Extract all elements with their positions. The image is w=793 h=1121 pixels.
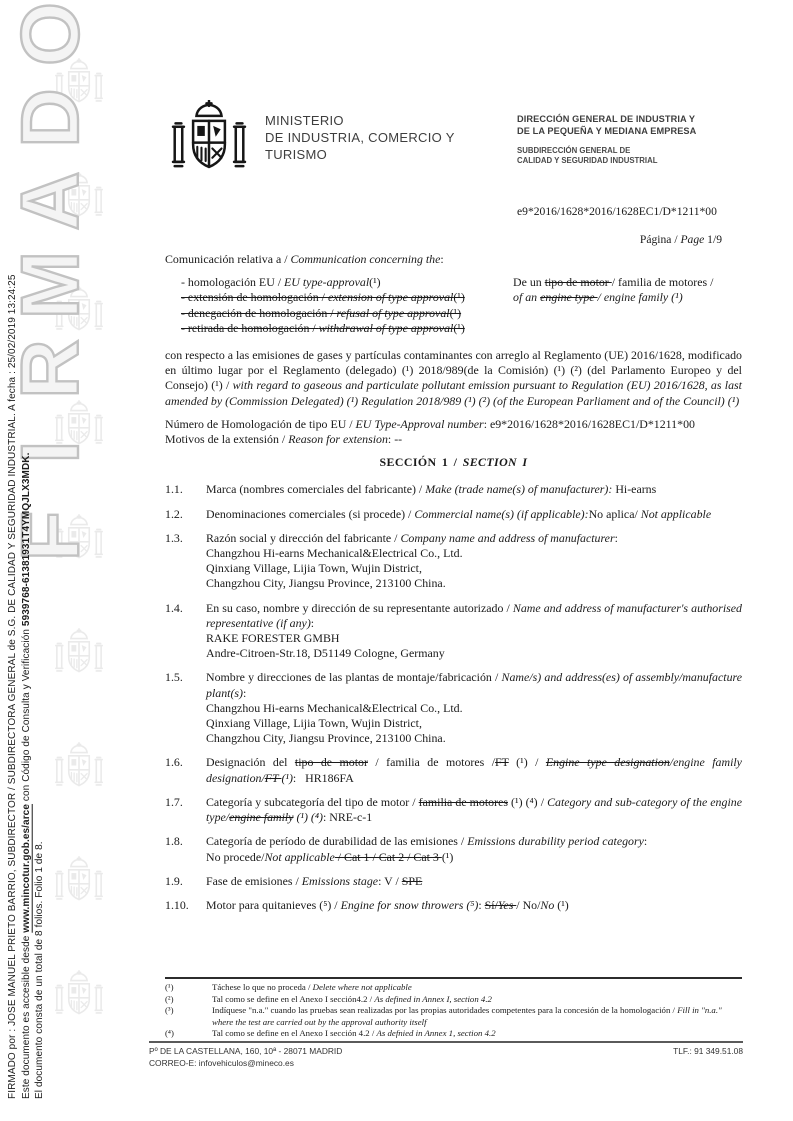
coat-of-arms-watermark-icon	[52, 836, 106, 936]
communication-option-1: - homologación EU / EU type-approval(¹)	[181, 275, 381, 290]
footnote-text: Táchese lo que no proceda / Delete where not applicable	[212, 982, 412, 993]
item-number: 1.10.	[165, 897, 189, 912]
signature-line-2: Este documento es accesible desde www.mincotur.gob.es/arce con Código de Consulta y Verificación 5939768-61381931T4YMQJLX3MDK.	[20, 452, 32, 1099]
footnote-1	[165, 982, 742, 994]
item-text: Fase de emisiones / Emissions stage: V / SPE	[206, 873, 423, 888]
signature-line-1: FIRMADO por : JOSE MANUEL PRIETO BARRIO, SUBDIRECTOR / SUBDIRECTORA GENERAL de S.G. DE CALIDAD Y SEGURIDAD INDUSTRIAL. A fecha : 25/02/2019 13:24:25	[7, 274, 18, 1099]
item-number: 1.1.	[165, 482, 183, 497]
item-1.10	[165, 898, 742, 913]
item-1.1	[165, 482, 742, 497]
ministry-logo	[167, 100, 251, 192]
item-number: 1.7.	[165, 794, 183, 809]
item-1.3	[165, 531, 742, 592]
document-content	[165, 100, 742, 1040]
item-text: Categoría de período de durabilidad de las emisiones / Emissions durability period category: No procede/Not applicable / Cat 1 / Cat 2 / Cat 3 (¹)	[206, 834, 648, 864]
signature-line-3: El documento consta de un total de 8 folios. Folio 1 de 8.	[34, 841, 45, 1099]
item-number: 1.5.	[165, 670, 183, 685]
item-number: 1.2.	[165, 506, 183, 521]
page-footer	[149, 1041, 743, 1068]
ministry-line: MINISTERIO	[265, 113, 344, 128]
item-1.8	[165, 834, 742, 864]
watermark-letter: M	[5, 250, 96, 320]
communication-subject-line-2: of an engine type / engine family (¹)	[513, 290, 683, 305]
approval-number-header: e9*2016/1628*2016/1628EC1/D*1211*00	[517, 205, 717, 218]
item-text: Nombre y direcciones de las plantas de montaje/fabricación / Name/s) and address(es) of assembly/manufacture plant(s): Changzhou Hi-earns Mechanical&Electrical Co., Ltd. Qinxiang Village, Lijia Town, Wujin District, Changzhou City, Jiangsu Province, 213100 China.	[206, 670, 742, 746]
coat-of-arms-watermark-icon	[52, 722, 106, 822]
watermark-letter: F	[5, 510, 96, 561]
type-approval-number-line: Número de Homologación de tipo EU / EU Type-Approval number: e9*2016/1628*2016/1628EC1/D*1211*00	[165, 416, 695, 431]
document-header	[165, 100, 742, 252]
item-text: Categoría y subcategoría del tipo de motor / familia de motores (¹) (⁴) / Category and sub-category of the engine type/engine family (¹) (⁴): NRE-c-1	[206, 794, 742, 825]
communication-options	[181, 275, 513, 336]
footnote-3	[165, 1005, 742, 1028]
footnote-text: Indíquese "n.a." cuando las pruebas sean realizadas por las propias autoridades competentes para la concesión de la homologación / Fill in "n.a." where the test are carried out by the approval authority itself	[212, 1005, 722, 1027]
item-1.6	[165, 755, 742, 785]
footnotes	[165, 977, 742, 1040]
item-text: Razón social y dirección del fabricante / Company name and address of manufacturer: Changzhou Hi-earns Mechanical&Electrical Co., Ltd. Qinxiang Village, Lijia Town, Wujin District, Changzhou City, Jiangsu Province, 213100 China.	[206, 530, 618, 591]
page-number: Página / Page 1/9	[639, 233, 722, 246]
communication-intro: Comunicación relativa a / Communication concerning the:	[165, 252, 444, 266]
subdireccion-line: CALIDAD Y SEGURIDAD INDUSTRIAL	[517, 155, 658, 165]
item-text: Marca (nombres comerciales del fabricante) / Make (trade name(s) of manufacturer): Hi-earns	[206, 482, 657, 497]
communication-columns	[165, 275, 742, 336]
section1-heading: SECCIÓN 1 / SECTION I	[379, 455, 528, 470]
footnote-4	[165, 1028, 742, 1040]
watermark-letter: I	[5, 440, 96, 464]
footnote-marker: (²)	[165, 993, 174, 1004]
footer-email: CORREO-E: infovehiculos@mineco.es	[149, 1058, 294, 1068]
footnote-text: Tal como se define en el Anexo I sección 4.2 / As defnied in Annex 1, section 4.2	[212, 1028, 496, 1039]
footer-address: Pº DE LA CASTELLANA, 160, 10ª - 28071 MADRID	[149, 1046, 343, 1056]
communication-option-4: - retirada de homologación / withdrawal of type approval(¹)	[181, 320, 465, 335]
footnotes-list	[165, 982, 742, 1040]
footer-phone: TLF.: 91 349.51.08	[673, 1046, 743, 1056]
watermark-letter: R	[5, 339, 96, 399]
item-number: 1.9.	[165, 873, 183, 888]
subdireccion-line: SUBDIRECCIÓN GENERAL DE	[517, 146, 631, 155]
item-1.5	[165, 670, 742, 746]
footnote-text: Tal como se define en el Anexo I sección4.2 / As defined in Annex I, section 4.2	[212, 993, 492, 1004]
footer-row	[149, 1046, 743, 1056]
item-text: Motor para quitanieves (⁵) / Engine for snow throwers (⁵): Sí/Yes / No/No (¹)	[206, 897, 569, 912]
item-text: En su caso, nombre y dirección de su representante autorizado / Name and address of manufacturer's authorised representative (if any): RAKE FORESTER GMBH Andre-Citroen-Str.18, D51149 Cologne, Germany	[206, 600, 742, 661]
communication-option-3: - denegación de homologación / refusal of type approval(¹)	[181, 305, 462, 320]
communication-subject-line-1: De un tipo de motor / familia de motores /	[513, 275, 714, 290]
item-text: Designación del tipo de motor / familia de motores /FT (¹) / Engine type designation/engine family designation/FT (¹): HR186FA	[206, 755, 742, 785]
ministry-name	[265, 112, 455, 163]
spanish-coat-of-arms-icon	[167, 100, 251, 192]
signature-sidebar	[7, 263, 46, 1099]
regulation-paragraph: con respecto a las emisiones de gases y partículas contaminantes con arreglo al Reglamento (UE) 2016/1628, modificado en último lugar por el Reglamento (delegado) (¹) 2018/989(de la Comisión) (¹) (²) (del Parlamento Europeo y del Consejo) (¹) / with regard to gaseous and particulate pollutant emission pursuant to Regulation (EU) 2016/1628, as last amended by (Commission Delegated) (¹) Regulation 2018/989 (¹) (²) (of the European Parliament and of the Council) (¹)	[165, 348, 742, 408]
item-number: 1.4.	[165, 600, 183, 615]
footnote-marker: (¹)	[165, 982, 174, 993]
item-number: 1.6.	[165, 755, 183, 770]
coat-of-arms-watermark-icon	[52, 950, 106, 1050]
footnote-marker: (⁴)	[165, 1028, 174, 1039]
item-number: 1.3.	[165, 530, 183, 545]
communication-option-2: - extensión de homologación / extension of type approval(¹)	[181, 290, 465, 305]
section1-items	[165, 482, 742, 922]
item-1.2	[165, 507, 742, 522]
communication-subject	[513, 275, 742, 336]
reason-for-extension-line: Motivos de la extensión / Reason for extension: --	[165, 432, 403, 447]
direccion-general-line: DE LA PEQUEÑA Y MEDIANA EMPRESA	[517, 125, 697, 136]
item-number: 1.8.	[165, 834, 183, 849]
item-1.4	[165, 601, 742, 662]
item-1.9	[165, 874, 742, 889]
ministry-line: DE INDUSTRIA, COMERCIO Y	[265, 130, 455, 145]
footnote-2	[165, 994, 742, 1006]
direccion-general	[517, 114, 696, 137]
watermark-letter: O	[5, 2, 96, 66]
subdireccion-general	[517, 146, 658, 165]
watermark-letter: A	[5, 171, 96, 231]
watermark-letter: D	[5, 88, 96, 148]
direccion-general-line: DIRECCIÓN GENERAL DE INDUSTRIA Y	[517, 114, 696, 124]
ministry-line: TURISMO	[265, 147, 328, 162]
coat-of-arms-watermark-icon	[52, 608, 106, 708]
item-1.7	[165, 795, 742, 825]
footnote-marker: (³)	[165, 1005, 174, 1016]
item-text: Denominaciones comerciales (si procede) / Commercial name(s) (if applicable):No aplica/ Not applicable	[206, 506, 712, 521]
